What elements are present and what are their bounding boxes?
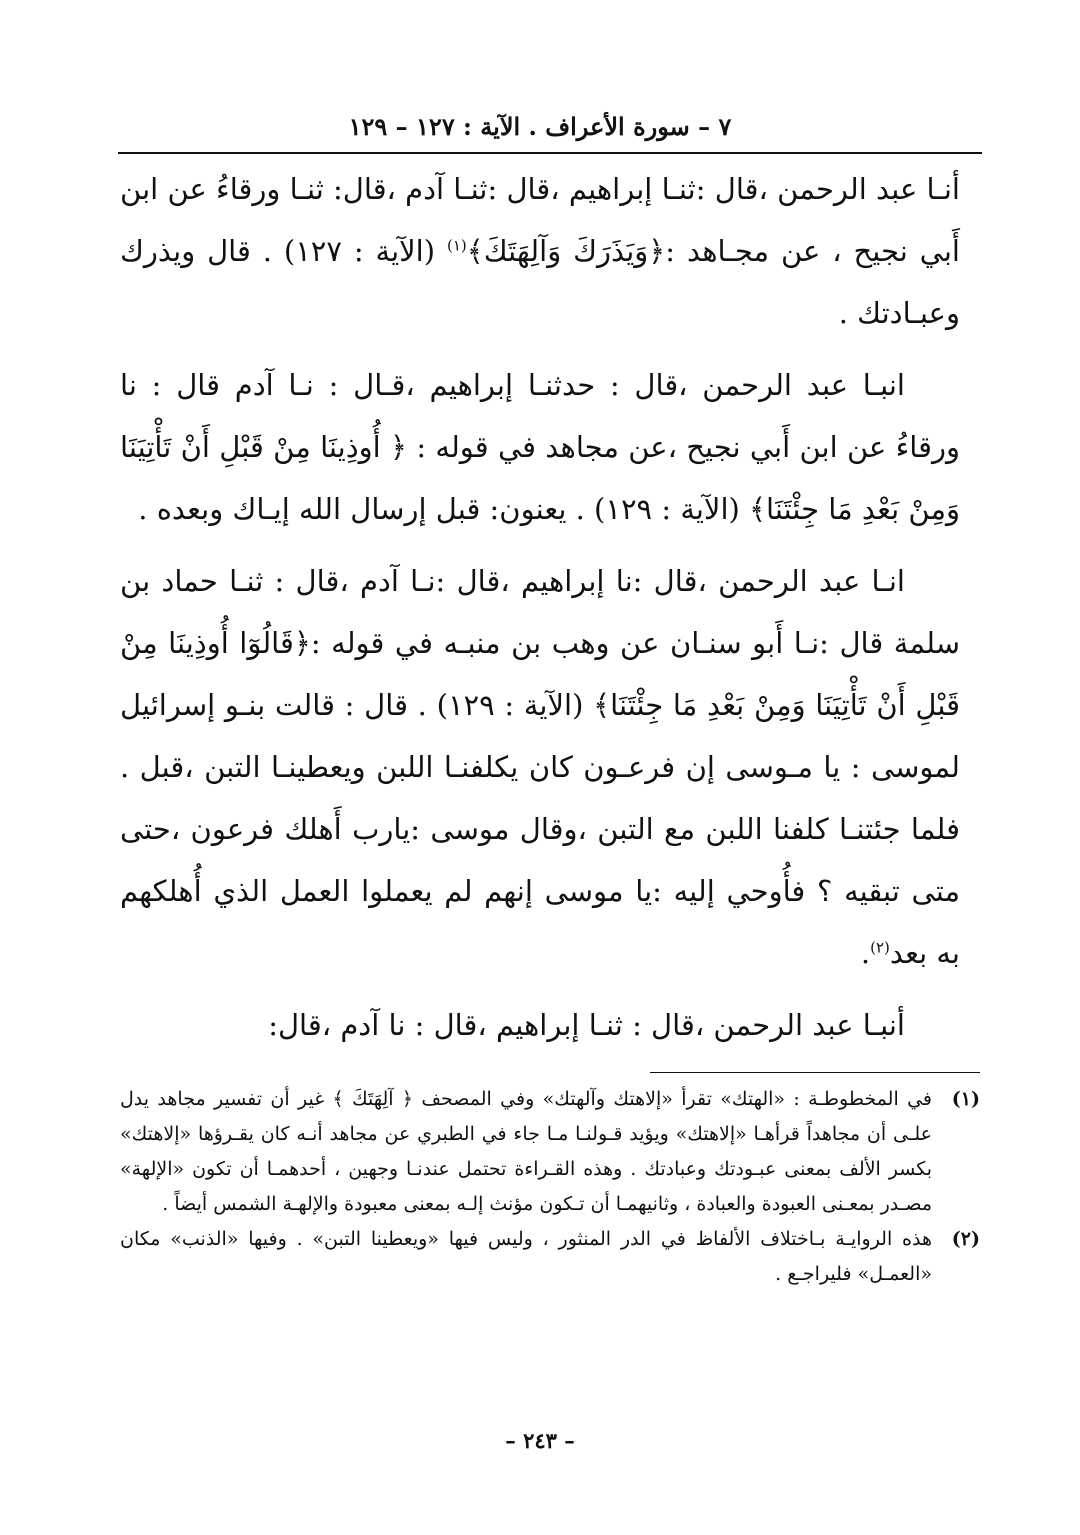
- footnote-separator: [650, 1072, 980, 1073]
- footnote-1-number: (١): [951, 1088, 980, 1110]
- footnote-2-text: هذه الروايـة بـاختلاف الألفاظ في الدر المنثور ، وليس فيها «ويعطينا التبن» . وفيها «الذنب» مكان «العمـل» فليراجـع .: [120, 1228, 932, 1285]
- footnote-1-text: في المخطوطـة : «الهتك» تقرأ «إلاهتك وآلهتك» وفي المصحف ﴿ آلِهَتَكَ ﴾ غير أن تفسير مجاهد يدل علـى أن مجاهداً قرأهـا «إلاهتك» ويؤيد قـولنـا مـا جاء في الطبري عن مجاهد أنـه كان يقـرؤها «إلاهتك» بكسر الألف بمعنى عبـودتك وعبادتك . وهذه القـراءة تحتمل عندنـا وجهين ، أحدهمـا أن تكون «الإلهة» مصـدر بمعـنى العبودة والعبادة ، وثانيهمـا أن تـكون مؤنث إلـه بمعنى معبودة والإلهـة الشمس أيضاً .: [120, 1088, 932, 1215]
- footnote-1: [120, 1082, 980, 1222]
- paragraph-1-tail: (الآية : ١٢٧) . قال ويذرك وعبـادتك .: [120, 234, 960, 330]
- paragraph-2: انبـا عبد الرحمن ،قال : حدثنـا إبراهيم ،قـال : نـا آدم قال : نا ورقاءُ عن ابن أَبي نجيح ،عن مجاهد في قوله : ﴿ أُوذِينَا مِنْ قَبْلِ أَنْ تَأْتِيَنَا وَمِنْ بَعْدِ مَا جِئْتَنَا﴾ (الآية : ١٢٩) . يعنون: قبل إرسال الله إيـاك وبعده .: [120, 368, 960, 526]
- paragraph-3-tail: .: [860, 936, 871, 970]
- footnote-ref-2[interactable]: (٢): [870, 938, 890, 957]
- paragraph-3-text: انـا عبد الرحمن ،قال :نا إبراهيم ،قال :نـا آدم ،قال : ثنـا حماد بن سلمة قال :نـا أَبو سنـان عن وهب بن منبـه في قوله :﴿قَالُوٓا أُوذِينَا مِنْ قَبْلِ أَنْ تَأْتِيَنَا وَمِنْ بَعْدِ مَا جِئْتَنَا﴾ (الآية : ١٢٩) . قال : قالت بنـو إسرائيل لموسى : يا مـوسى إن فرعـون كان يكلفنـا اللبن ويعطينـا التبن ،قبل . فلما جئتنـا كلفنا اللبن مع التبن ،وقال موسى :يارب أَهلك فرعون ،حتى متى تبقيه ؟ فأُوحي إليه :يا موسى إنهم لم يعملوا العمل الذي أُهلكهم به بعد: [120, 564, 961, 970]
- footnotes: [120, 1082, 980, 1292]
- paragraph-1: [120, 158, 960, 344]
- footnote-2-number: (٢): [951, 1228, 980, 1250]
- header-rule: [118, 152, 982, 154]
- footnote-2: [120, 1222, 980, 1292]
- main-text: [120, 158, 960, 1066]
- running-title: ٧ – سورة الأعراف . الآية : ١٢٧ – ١٢٩: [348, 112, 732, 141]
- footnote-ref-1[interactable]: (١): [446, 236, 467, 255]
- paragraph-1-text: أنـا عبد الرحمن ،قال :ثنـا إبراهيم ،قال :ثنـا آدم ،قال: ثنـا ورقاءُ عن ابن أَبي نجيح ، عن مجـاهد :﴿وَيَذَرَكَ وَآلِهَتَكَ﴾: [120, 172, 960, 268]
- paragraph-3: [120, 550, 960, 984]
- paragraph-4: أنبـا عبد الرحمن ،قال : ثنـا إبراهيم ،قال : نا آدم ،قال:: [268, 1008, 905, 1042]
- document-page: [120, 100, 980, 1490]
- page-number: – ٢٤٣ –: [505, 1428, 575, 1453]
